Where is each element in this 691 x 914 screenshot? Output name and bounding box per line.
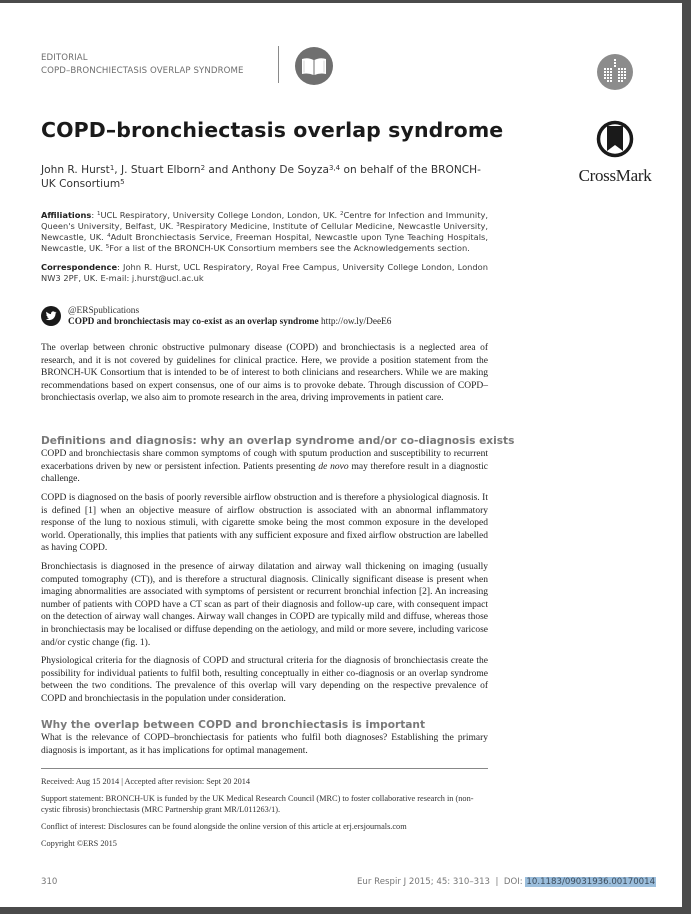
author-name: J. Stuart Elborn [121, 164, 201, 176]
doi-link[interactable]: 10.1183/09031936.00170014 [526, 877, 656, 887]
body-paragraph: COPD is diagnosed on the basis of poorly reversible airflow obstruction and is therefore a physiological diagnosis. It is defined [1] when an objective measure of airflow obstruction is associated with an abnormal inflammatory response of the lung to noxious stimuli, with cigarette smoke being the most common exposure in the developed world. Operationally, this implies that patients with any sufficient exposure and fixed airflow obstruction are labelled as having COPD. [41, 493, 488, 554]
author-separator: and [205, 164, 232, 176]
author-separator: , [114, 164, 122, 176]
section-kicker [41, 52, 244, 78]
abstract-paragraph: The overlap between chronic obstructive pulmonary disease (COPD) and bronchiectasis is a neglected area of research, and it is not covered by guidelines for clinical practice. Here, we provide a position statement from the BRONCH-UK Consortium that is intended to be of interest to both clinicians and researchers. While we are making recommendations based on expert consensus, one of our aims is to provoke debate. Through discussion of COPD–bronchiectasis overlap, we also aim to promote research in the area, driving improvements in patient care. [41, 343, 488, 404]
lungs-icon [597, 54, 633, 90]
journal-citation: Eur Respir J 2015; 45: 310–313 [357, 877, 491, 887]
footer-separator: | [495, 877, 499, 887]
copyright: Copyright ©ERS 2015 [41, 839, 117, 848]
affiliation-sup: 2 [340, 211, 344, 217]
footnote-divider [41, 768, 488, 769]
author-name: John R. Hurst [41, 164, 110, 176]
author-affiliation-sup: 3,4 [328, 164, 341, 172]
affiliation-sup: 5 [105, 244, 110, 251]
crossmark-label: CrossMark [578, 166, 652, 185]
section-heading: Definitions and diagnosis: why an overlap syndrome and/or co-diagnosis exists [41, 435, 515, 447]
affiliation-sup: 4 [107, 233, 111, 240]
body-paragraph [41, 448, 488, 486]
support-statement: Support statement: BRONCH-UK is funded by the UK Medical Research Council (MRC) to foster collaborative research in (non-cystic fibrosis) bronchiectasis (MRC Partnership grant MR/L011263/1). [41, 794, 474, 815]
received-dates: Received: Aug 15 2014 | Accepted after revision: Sept 20 2014 [41, 777, 251, 786]
article-title: COPD–bronchiectasis overlap syndrome [41, 118, 504, 142]
affiliations-label: Affiliations [41, 210, 92, 220]
header-divider [278, 46, 279, 83]
paragraph-text: COPD and bronchiectasis share common symptoms of cough with sputum production and susceptibility to recurrent exacerbations driven by new or persistent infection. Patients presenting [41, 449, 488, 472]
consortium-text: on behalf of the BRONCH-UK Consortium [41, 164, 481, 190]
affiliation-text: Respiratory Medicine, Institute of Cellular Medicine, Newcastle University, Newcastle, UK. [41, 221, 489, 243]
section-heading: Why the overlap between COPD and bronchiectasis is important [41, 719, 426, 731]
author-list [41, 163, 481, 191]
affiliation-text: For a list of the BRONCH-UK Consortium members see the Acknowledgements section. [109, 243, 470, 254]
section-label: EDITORIAL [41, 53, 88, 63]
conflict-of-interest: Conflict of interest: Disclosures can be found alongside the online version of this article at erj.ersjournals.com [41, 822, 407, 831]
crossmark-icon [596, 119, 634, 159]
affiliation-sup: 3 [176, 222, 180, 229]
book-icon [295, 47, 333, 85]
tweet-message: COPD and bronchiectasis may co-exist as an overlap syndrome [68, 317, 319, 327]
author-affiliation-sup: 2 [200, 164, 206, 172]
affiliation-sup: 1 [96, 211, 101, 217]
doi-label: DOI: [503, 877, 523, 887]
affiliation-text: Adult Bronchiectasis Service, Freeman Hospital, Newcastle upon Tyne Teaching Hospitals, Newcastle, UK. [41, 232, 488, 254]
tweet-link[interactable]: http://ow.ly/DeeE6 [321, 317, 392, 327]
correspondence-label: Correspondence [41, 262, 118, 272]
tweet-text [68, 317, 391, 327]
correspondence: Correspondence: John R. Hurst, UCL Respiratory, Royal Free Campus, University College London, London NW3 2PF, UK. E-mail: j.hurst@ucl.ac.uk [41, 262, 489, 284]
pdf-page [0, 3, 682, 907]
correspondence-text: John R. Hurst, UCL Respiratory, Royal Free Campus, University College London, London NW3 2PF, UK. E-mail: j.hurst@ucl.ac.uk [41, 262, 489, 284]
author-affiliation-sup: 1 [109, 164, 115, 172]
author-name: Anthony De Soyza [231, 164, 329, 176]
subsection-label: COPD–BRONCHIECTASIS OVERLAP SYNDROME [41, 66, 244, 76]
author-affiliation-sup: 5 [120, 178, 125, 186]
body-paragraph: What is the relevance of COPD–bronchiectasis for patients who fulfil both diagnoses? Establishing the primary diagnosis is important, as it has implications for optimal management. [41, 733, 488, 756]
body-paragraph: Bronchiectasis is diagnosed in the presence of airway dilatation and airway wall thickening on imaging (usually computed tomography (CT)), and is therefore a structural diagnosis. Clinically significant disease is present when imaging abnormalities are associated with symptoms of persistent or recurrent bronchial infection [2]. An increasing number of patients with COPD have a CT scan as part of their diagnosis and follow-up care, with consequent impact on the detection of airway wall changes. Airway wall changes in COPD are typically mild and diffuse, whereas those in bronchiectasis may be localised or diffuse depending on the aetiology, and mild or more severe, including varicose and/or cystic change (fig. 1). [41, 562, 488, 648]
affiliation-text: Centre for Infection and Immunity, Queen's University, Belfast, UK. [41, 210, 489, 232]
affiliations: Affiliations: $^1$UCL Respiratory, University College London, London, UK. $^2$Centre for Infection and Immunity, Queen's University, Belfast, UK. $^3$Respiratory Medicine, Institute of Cellular Medicine, Newcastle University, Newcastle, UK. $^4$Adult Bronchiectasis Service, Freeman Hospital, Newcastle upon Tyne Teaching Hospitals, Newcastle, UK. $^5$For a list of the BRONCH-UK Consortium members see the Acknowledgements section. [41, 210, 489, 254]
paragraph-text: may therefore result in a diagnostic challenge. [41, 461, 488, 485]
paragraph-italic: de novo [318, 461, 349, 472]
twitter-icon[interactable] [41, 306, 61, 326]
affiliation-text: UCL Respiratory, University College London, London, UK. [100, 210, 341, 220]
page-number: 310 [41, 877, 58, 887]
tweet-handle[interactable]: @ERSpublications [68, 306, 140, 316]
body-paragraph: Physiological criteria for the diagnosis of COPD and structural criteria for the diagnosis of bronchiectasis create the possibility for individual patients to fulfil both, resulting conceptually in either co-diagnosis or an overlap syndrome between the two conditions. The prevalence of this overlap will vary depending on the respective prevalence of COPD and bronchiectasis in the population under consideration. [41, 656, 488, 704]
crossmark-badge[interactable] [570, 119, 660, 185]
citation-footer [357, 877, 656, 887]
